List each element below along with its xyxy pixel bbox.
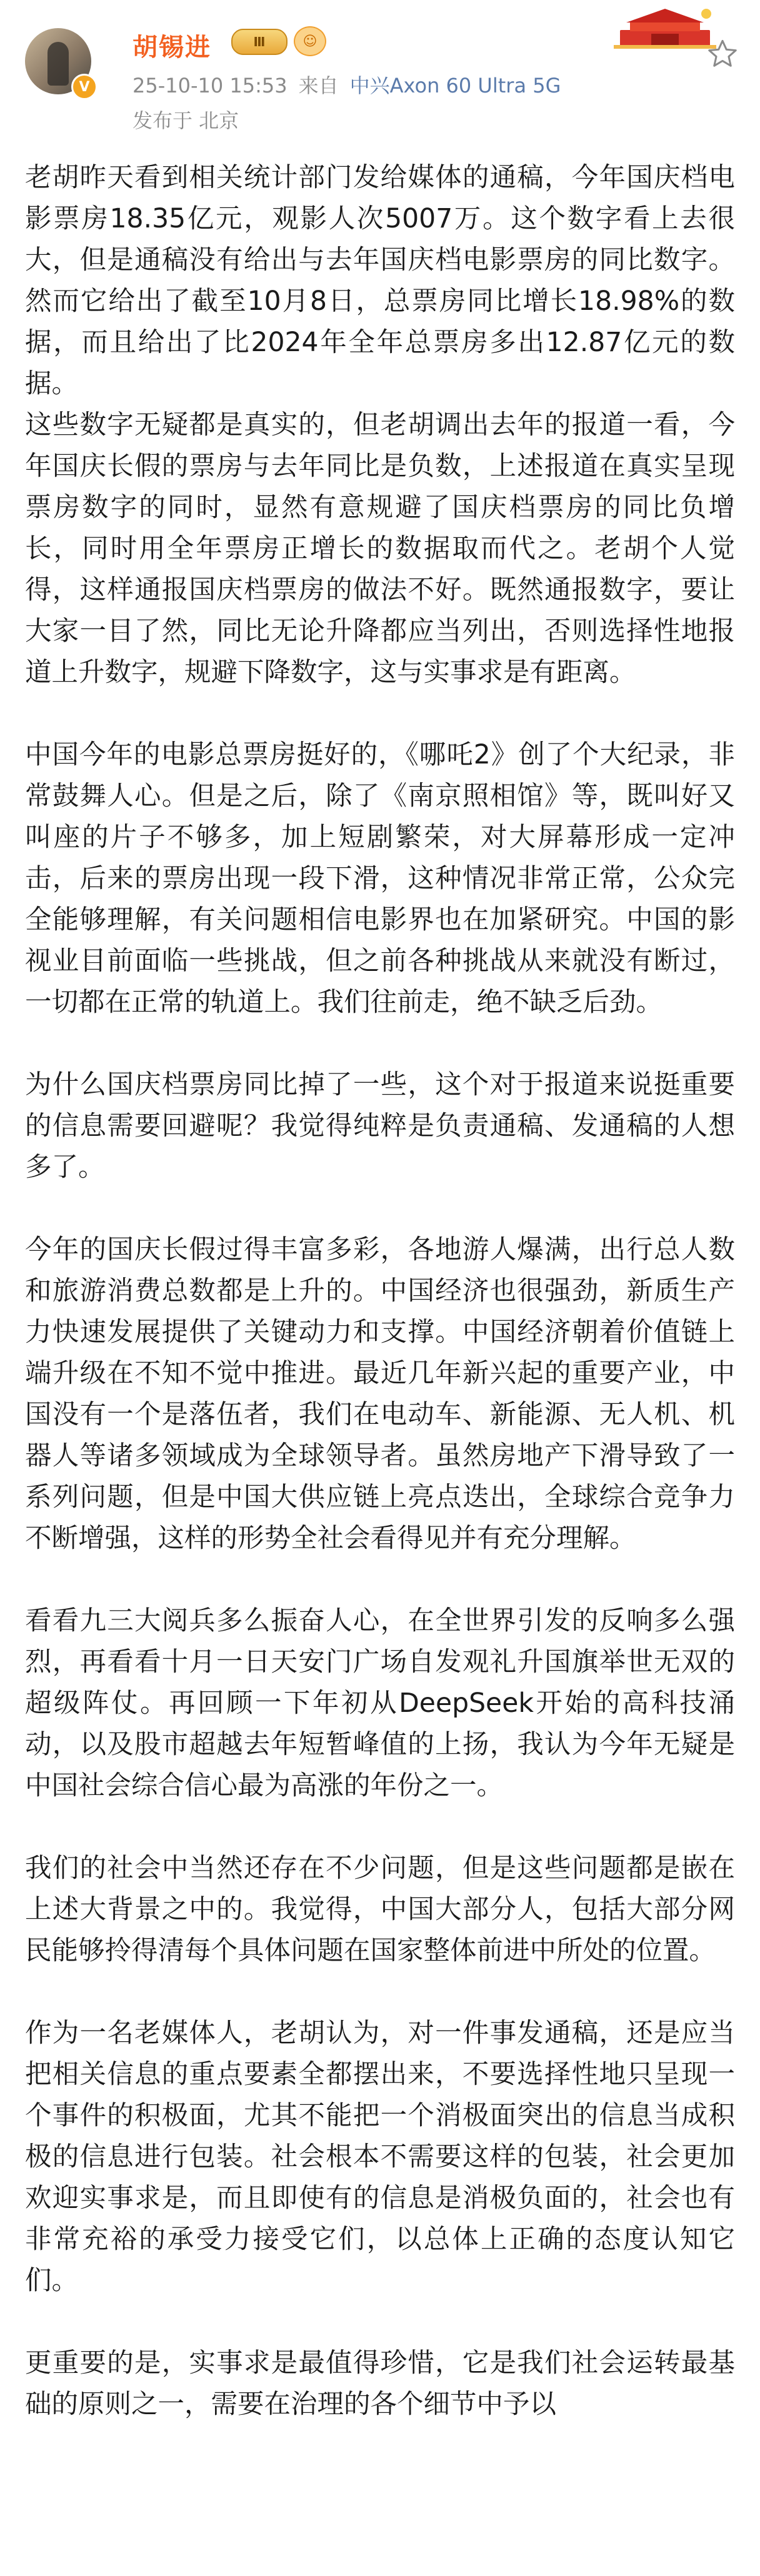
paragraph: 作为一名老媒体人，老胡认为，对一件事发通稿，还是应当把相关信息的重点要素全都摆出来，不要选择性地只呈现一个事件的积极面，尤其不能把一个消极面突出的信息当成积极的信息进行包装。社会根本不需要这样的包装，社会更加欢迎实事求是，而且即使有的信息是消极负面的，社会也有非常充裕的承受力接受它们，以总体上正确的态度认知它们。 (25, 2018, 735, 2296)
source-device-link[interactable]: 中兴Axon 60 Ultra 5G (349, 74, 561, 97)
fan-badge-icon[interactable]: ☺ (294, 26, 326, 56)
vip-level-icon[interactable] (231, 29, 288, 55)
source-prefix: 来自 (298, 74, 339, 97)
paragraph: 看看九三大阅兵多么振奋人心，在全世界引发的反响多么强烈，再看看十月一日天安门广场自发观礼升国旗举世无双的超级阵仗。再回顾一下年初从DeepSeek开始的高科技涌动，以及股市超越去年短暂峰值的上扬，我认为今年无疑是中国社会综合信心最为高涨的年份之一。 (25, 1606, 735, 1801)
post-meta (132, 70, 561, 99)
star-icon[interactable] (706, 37, 739, 70)
avatar-figure (48, 42, 69, 86)
post-date: 25-10-10 15:53 (132, 74, 288, 97)
post-location: 发布于 北京 (132, 109, 239, 132)
paragraph: 我们的社会中当然还存在不少问题，但是这些问题都是嵌在上述大背景之中的。我觉得，中国大部分人，包括大部分网民能够拎得清每个具体问题在国家整体前进中所处的位置。 (25, 1853, 735, 1966)
post-header (0, 0, 760, 150)
paragraph: 这些数字无疑都是真实的，但老胡调出去年的报道一看，今年国庆长假的票房与去年同比是负数，上述报道在真实呈现票房数字的同时，显然有意规避了国庆档票房的同比负增长，同时用全年票房正增长的数据取而代之。老胡个人觉得，这样通报国庆档票房的做法不好。既然通报数字，要让大家一目了然，同比无论升降都应当列出，否则选择性地报道上升数字，规避下降数字，这与实事求是有距离。 (25, 410, 735, 688)
post-body (25, 157, 735, 2467)
user-name[interactable]: 胡锡进 (132, 33, 211, 62)
paragraph: 中国今年的电影总票房挺好的，《哪吒2》创了个大纪录，非常鼓舞人心。但是之后，除了《南京照相馆》等，既叫好又叫座的片子不够多，加上短剧繁荣，对大屏幕形成一定冲击，后来的票房出现一段下滑，这种情况非常正常，公众完全能够理解，有关问题相信电影界也在加紧研究。中国的影视业目前面临一些挑战，但之前各种挑战从来就没有断过，一切都在正常的轨道上。我们往前走，绝不缺乏后劲。 (25, 740, 735, 1018)
paragraph: 今年的国庆长假过得丰富多彩，各地游人爆满，出行总人数和旅游消费总数都是上升的。中国经济也很强劲，新质生产力快速发展提供了关键动力和支撑。中国经济朝着价值链上端升级在不知不觉中推进。最近几年新兴起的重要产业，中国没有一个是落伍者，我们在电动车、新能源、无人机、机器人等诸多领域成为全球领导者。虽然房地产下滑导致了一系列问题，但是中国大供应链上亮点迭出，全球综合竞争力不断增强，这样的形势全社会看得见并有充分理解。 (25, 1235, 735, 1554)
festival-decoration (614, 5, 716, 49)
paragraph: 为什么国庆档票房同比掉了一些，这个对于报道来说挺重要的信息需要回避呢？我觉得纯粹是负责通稿、发通稿的人想多了。 (25, 1070, 735, 1183)
paragraph: 更重要的是，实事求是最值得珍惜，它是我们社会运转最基础的原则之一，需要在治理的各个细节中予以 (25, 2348, 735, 2420)
vip-level-label: Ⅲ (253, 34, 266, 49)
verified-badge-icon: V (71, 74, 98, 100)
paragraph: 老胡昨天看到相关统计部门发给媒体的通稿，今年国庆档电影票房18.35亿元，观影人次5007万。这个数字看上去很大，但是通稿没有给出与去年国庆档电影票房的同比数字。然而它给出了截至10月8日，总票房同比增长18.98%的数据，而且给出了比2024年全年总票房多出12.87亿元的数据。 (25, 162, 736, 399)
